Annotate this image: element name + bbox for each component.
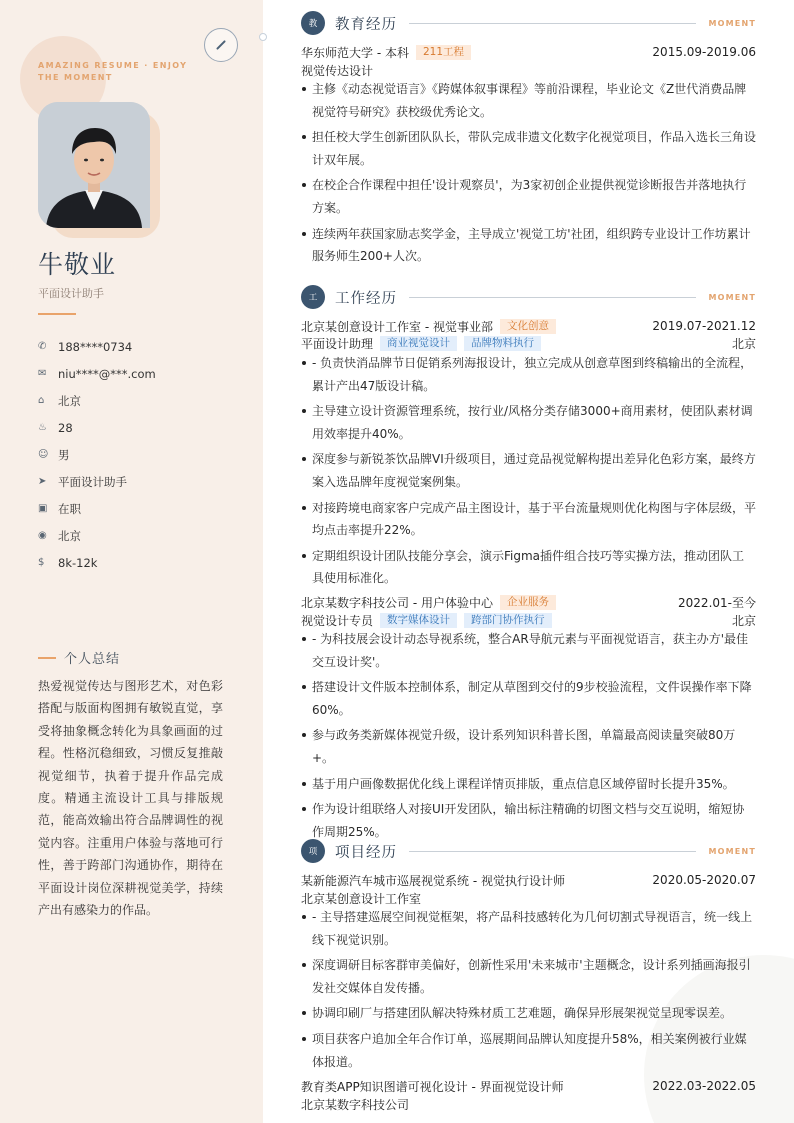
briefcase-icon: ▣ <box>38 503 48 514</box>
list-item: - 为科技展会设计动态导视系统，整合AR导航元素与平面视觉语言，获主办方'最佳交互设计奖'。 <box>301 628 756 673</box>
project-row <box>301 871 756 889</box>
role-tag: 商业视觉设计 <box>380 336 457 351</box>
section-tag: MOMENT <box>708 846 756 856</box>
job-city: 北京 <box>731 613 756 628</box>
pen-emblem-icon <box>204 28 238 62</box>
list-item: 项目获客户追加全年合作订单，巡展期间品牌认知度提升58%，相关案例被行业媒体报道。 <box>301 1028 756 1073</box>
project-org-row <box>301 889 756 907</box>
project-org-row <box>301 1095 756 1113</box>
company-name: 北京某数字科技公司 - 用户体验中心 <box>301 595 493 610</box>
project-name: 某新能源汽车城市巡展视觉系统 - 视觉执行设计师 <box>301 873 565 888</box>
project-org: 北京某数字科技公司 <box>301 1097 410 1112</box>
job-row <box>301 317 756 335</box>
summary-title: 个人总结 <box>64 652 121 667</box>
job-date: 2022.01-至今 <box>678 595 756 610</box>
info-text: 28 <box>58 420 73 435</box>
section-title: 项目经历 <box>335 844 397 861</box>
list-item: 连续两年获国家励志奖学金，主导成立'视觉工坊'社团，组织跨专业设计工作坊累计服务师生200+人次。 <box>301 223 756 268</box>
job-bullets <box>301 352 756 590</box>
list-item: 主导建立设计资源管理系统，按行业/风格分类存储3000+商用素材，使团队素材调用效率提升40%。 <box>301 400 756 445</box>
info-phone <box>38 333 156 360</box>
info-gender <box>38 441 156 468</box>
major: 视觉传达设计 <box>301 63 374 78</box>
section-line <box>409 851 696 852</box>
project-name: 教育类APP知识图谱可视化设计 - 界面视觉设计师 <box>301 1079 564 1094</box>
company-tag: 文化创意 <box>500 319 556 334</box>
list-item: 搭建设计文件版本控制体系，制定从草图到交付的9步校验流程，文件误操作率下降60%。 <box>301 676 756 721</box>
info-text: 北京 <box>58 528 81 543</box>
mail-icon: ✉ <box>38 368 47 379</box>
education-date: 2015.09-2019.06 <box>652 45 756 59</box>
company-name: 北京某创意设计工作室 - 视觉事业部 <box>301 319 493 334</box>
summary-text: 热爱视觉传达与图形艺术，对色彩搭配与版面构图拥有敏锐直觉，享受将抽象概念转化为具象画面的过程。性格沉稳细致，习惯反复推敲视觉细节，执着于提升作品完成度。精通主流设计工具与排版规范，能高效输出符合品牌调性的视觉内容。注重用户体验与落地可行性，善于跨部门沟通协作，期待在平面设计岗位深耕视觉美学，持续产出有感染力的作品。 <box>38 679 223 918</box>
role-row <box>301 611 756 629</box>
project-bullets <box>301 906 756 1073</box>
education-row <box>301 43 756 61</box>
info-text: 北京 <box>58 393 81 408</box>
section-header-education <box>301 11 756 35</box>
section-line <box>409 23 696 24</box>
role-name: 视觉设计专员 <box>301 613 374 628</box>
info-age <box>38 414 156 441</box>
job-date: 2019.07-2021.12 <box>652 319 756 333</box>
section-title: 工作经历 <box>335 290 397 307</box>
role-row <box>301 334 756 352</box>
job-bullets <box>301 628 756 843</box>
project-row <box>301 1077 756 1095</box>
info-salary <box>38 549 156 576</box>
send-icon: ➤ <box>38 476 47 487</box>
major-row <box>301 61 756 79</box>
cake-icon: ♨ <box>38 422 47 433</box>
list-item: 担任校大学生创新团队队长，带队完成非遗文化数字化视觉项目，作品入选长三角设计双年展。 <box>301 126 756 171</box>
home-icon: ⌂ <box>38 395 45 406</box>
summary-header <box>38 648 120 667</box>
role-tag: 数字媒体设计 <box>380 613 457 628</box>
info-status <box>38 495 156 522</box>
list-item: 在校企合作课程中担任'设计观察员'，为3家初创企业提供视觉诊断报告并落地执行方案。 <box>301 174 756 219</box>
list-item: 深度参与新锐茶饮品牌VI升级项目，通过竞品视觉解构提出差异化色彩方案，最终方案入选品牌年度视觉案例集。 <box>301 448 756 493</box>
sidebar <box>0 0 263 1123</box>
list-item: 作为设计组联络人对接UI开发团队，输出标注精确的切图文档与交互说明，缩短协作周期25%。 <box>301 798 756 843</box>
project-date: 2020.05-2020.07 <box>652 873 756 887</box>
list-item: 主修《动态视觉语言》《跨媒体叙事课程》等前沿课程，毕业论文《Z世代消费品牌视觉符号研究》获校级优秀论文。 <box>301 78 756 123</box>
info-text: 8k-12k <box>58 555 98 570</box>
section-tag: MOMENT <box>708 18 756 28</box>
location-pin-icon: ◉ <box>38 530 47 541</box>
section-tag: MOMENT <box>708 292 756 302</box>
list-item: - 主导搭建巡展空间视觉框架，将产品科技感转化为几何切割式导视语言，统一线上线下视觉识别。 <box>301 906 756 951</box>
list-item: 基于用户画像数据优化线上课程详情页排版，重点信息区域停留时长提升35%。 <box>301 773 756 796</box>
section-line <box>409 297 696 298</box>
project-org: 北京某创意设计工作室 <box>301 891 422 906</box>
face-icon: ☺ <box>38 449 49 460</box>
list-item: 协调印刷厂与搭建团队解决特殊材质工艺难题，确保异形展架视觉呈现零误差。 <box>301 1002 756 1025</box>
divider <box>38 313 76 315</box>
job-city: 北京 <box>731 336 756 351</box>
section-header-projects <box>301 839 756 863</box>
info-residence <box>38 387 156 414</box>
info-text: 188****0734 <box>58 339 133 354</box>
section-badge: 项 <box>301 839 325 863</box>
info-target-city <box>38 522 156 549</box>
money-icon: $ <box>38 557 45 568</box>
candidate-name: 牛敬业 <box>38 250 117 279</box>
avatar <box>38 102 150 228</box>
education-bullets <box>301 78 756 268</box>
list-item: 对接跨境电商家客户完成产品主图设计，基于平台流量规则优化构图与字体层级，平均点击率提升22%。 <box>301 497 756 542</box>
section-badge: 工 <box>301 285 325 309</box>
contact-info-list <box>38 333 156 576</box>
info-email <box>38 360 156 387</box>
list-item: 参与政务类新媒体视觉升级，设计系列知识科普长图，单篇最高阅读量突破80万+。 <box>301 724 756 769</box>
tagline: AMAZING RESUME · ENJOY THE MOMENT <box>38 61 188 82</box>
job-title: 平面设计助手 <box>38 287 104 300</box>
school-tag: 211工程 <box>416 45 471 60</box>
list-item: - 负责快消品牌节日促销系列海报设计，独立完成从创意草图到终稿输出的全流程，累计产出47版设计稿。 <box>301 352 756 397</box>
section-badge: 教 <box>301 11 325 35</box>
list-item: 深度调研目标客群审美偏好，创新性采用'未来城市'主题概念，设计系列插画海报引发社交媒体自发传播。 <box>301 954 756 999</box>
info-text: 男 <box>58 447 70 462</box>
info-text: 在职 <box>58 501 81 516</box>
role-name: 平面设计助理 <box>301 336 374 351</box>
phone-icon: ✆ <box>38 341 47 352</box>
role-tag: 品牌物料执行 <box>464 336 541 351</box>
school-name: 华东师范大学 - 本科 <box>301 45 409 60</box>
summary-rule <box>38 657 56 659</box>
job-row <box>301 593 756 611</box>
role-tag: 跨部门协作执行 <box>464 613 552 628</box>
section-title: 教育经历 <box>335 16 397 33</box>
info-text: niu****@***.com <box>58 366 156 381</box>
list-item: 定期组织设计团队技能分享会，演示Figma插件组合技巧等实操方法，推动团队工具使用标准化。 <box>301 545 756 590</box>
section-header-work <box>301 285 756 309</box>
info-target-role <box>38 468 156 495</box>
company-tag: 企业服务 <box>500 595 556 610</box>
info-text: 平面设计助手 <box>58 474 127 489</box>
project-date: 2022.03-2022.05 <box>652 1079 756 1093</box>
